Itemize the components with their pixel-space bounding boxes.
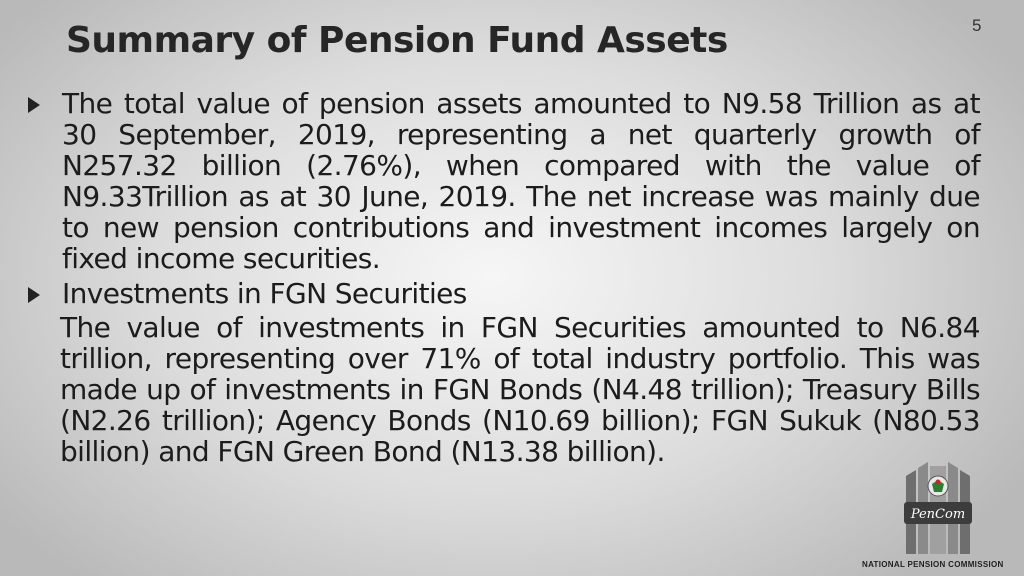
bullet-text: The total value of pension assets amounted to N9.58 Trillion as at 30 September, 2019, representing a net quarterly growth of N257.32 billion (2.76%), when compared with the value of N9.33Trillion as at 30 June, 2019. The net increase was mainly due to new pension contributions and investment incomes largely on fixed income securities.	[62, 87, 980, 275]
body-paragraph: The value of investments in FGN Securities amounted to N6.84 trillion, representing over 71% of total industry portfolio. This was made up of investments in FGN Bonds (N4.48 trillion); Treasury Bills (N2.26 trillion); Agency Bonds (N10.69 billion); FGN Sukuk (N80.53 billion) and FGN Green Bond (N13.38 billion).	[60, 311, 980, 468]
bullet-item	[28, 278, 980, 309]
slide-title: Summary of Pension Fund Assets	[66, 20, 728, 61]
slide-content	[28, 88, 980, 467]
triangle-bullet-icon	[28, 97, 40, 113]
logo-caption: NATIONAL PENSION COMMISSION	[862, 560, 1004, 569]
bullet-text: Investments in FGN Securities	[62, 277, 467, 310]
pencom-logo	[900, 462, 976, 558]
triangle-bullet-icon	[28, 287, 40, 303]
logo-wordmark: PenCom	[910, 507, 966, 522]
bullet-item	[28, 88, 980, 274]
page-number: 5	[972, 16, 982, 35]
